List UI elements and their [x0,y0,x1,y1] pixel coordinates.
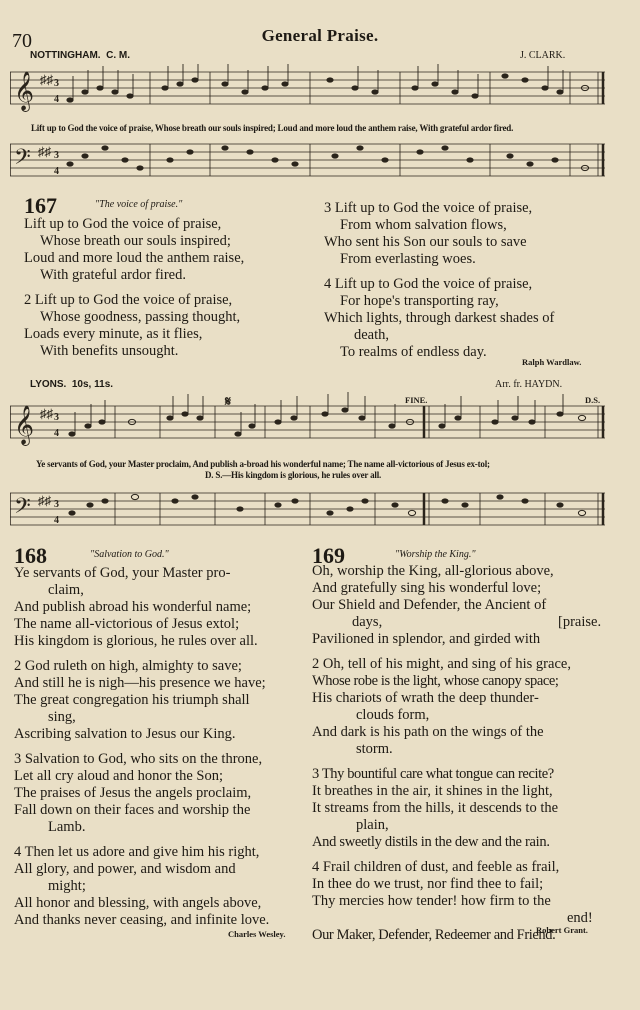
verse-line: Loads every minute, as it flies, [24,326,203,342]
verse-line: Whose breath our souls inspired; [40,233,231,249]
verse-line: might; [48,878,86,894]
svg-text:3: 3 [54,412,59,423]
svg-text:4: 4 [54,428,59,439]
verse-line: And thanks never ceasing, and infinite love. [14,912,270,928]
verse-line: His kingdom is glorious, he rules over all. [14,633,258,649]
verse-line: days, [352,614,383,630]
svg-text:♯♯: ♯♯ [40,406,53,421]
verse-line: With benefits unsought. [40,343,179,359]
author-167: Ralph Wardlaw. [522,357,582,367]
verse-line: 3 Thy bountiful care what tongue can recite? [312,766,554,782]
hymn-167-right-column [324,200,624,361]
hymn-167-left-column [24,216,324,360]
svg-text:𝄢: 𝄢 [14,494,31,523]
verse-line: Whose robe is the light, whose canopy space; [312,673,559,689]
hymn-title-169: "Worship the King." [395,549,476,560]
tune-name: LYONS. [30,379,67,390]
verse-line: In thee do we trust, nor find thee to fail; [312,876,544,892]
verse-line: 3 Lift up to God the voice of praise, [324,200,533,216]
verse-line: And dark is his path on the wings of the [312,724,544,740]
verse-line: Ascribing salvation to Jesus our King. [14,726,236,742]
verse-line: Loud and more loud the anthem raise, [24,250,245,266]
tune-composer-clark: J. CLARK. [520,50,566,61]
treble-staff-nottingham [10,64,605,124]
verse-line: 3 Salvation to God, who sits on the throne, [14,751,263,767]
svg-text:4: 4 [54,94,59,105]
verse-line: Our Maker, Defender, Redeemer and Friend. [312,927,556,943]
svg-text:𝄞: 𝄞 [14,407,35,444]
tune-name: NOTTINGHAM. [30,50,101,61]
verse-line: Pavilioned in splendor, and girded with [312,631,541,647]
svg-text:4: 4 [54,166,59,177]
verse-line: 2 Lift up to God the voice of praise, [24,292,233,308]
page-number: 70 [12,30,32,52]
verse-line: With grateful ardor fired. [40,267,186,283]
verse-line: 4 Lift up to God the voice of praise, [324,276,533,292]
verse-line: And still he is nigh—his presence we have; [14,675,266,691]
tune-composer-haydn: Arr. fr. HAYDN. [495,379,563,390]
verse-line: storm. [356,741,393,757]
verse-line: It breathes in the air, it shines in the light, [312,783,553,799]
hymn-number-169: 169 [312,543,345,568]
hymn-168-text [14,565,306,929]
author-169: Robert Grant. [536,925,588,935]
verse-line: And publish abroad his wonderful name; [14,599,252,615]
tune2-ds-line: D. S.—His kingdom is glorious, he rules over all. [205,470,382,480]
svg-text:♯♯: ♯♯ [38,144,51,159]
svg-text:3: 3 [54,499,59,510]
tune-name-nottingham [30,50,130,61]
tune-meter: C. M. [106,50,130,61]
ds-mark: D.S. [585,395,601,405]
verse-line: From everlasting woes. [340,251,476,267]
verse-line: plain, [356,817,389,833]
verse-line: And sweetly distils in the dew and the rain. [312,834,550,850]
verse-line: Let all cry aloud and honor the Son; [14,768,223,784]
tune-meter: 10s, 11s. [71,379,114,390]
verse-line: 4 Then let us adore and give him his right, [14,844,260,860]
hymn-number-167: 167 [24,193,57,218]
bass-clef-icon: 𝄢 [14,145,31,174]
svg-text:♯♯: ♯♯ [38,493,51,508]
svg-text:♯♯: ♯♯ [40,72,53,87]
author-168: Charles Wesley. [228,929,286,939]
verse-line: Who sent his Son our souls to save [324,234,527,250]
verse-line: It streams from the hills, it descends to the [312,800,559,816]
verse-line: Lamb. [48,819,86,835]
verse-line: [praise. [558,614,602,630]
verse-line: claim, [48,582,84,598]
hymn-title-168: "Salvation to God." [90,549,169,560]
verse-line: Whose goodness, passing thought, [40,309,241,325]
verse-line: And gratefully sing his wonderful love; [312,580,542,596]
segno-icon: 𝄋 [225,395,232,410]
verse-line: 2 God ruleth on high, almighty to save; [14,658,242,674]
fine-mark: FINE. [405,395,428,405]
verse-line: clouds form, [356,707,430,723]
verse-line: The name all-victorious of Jesus extol; [14,616,240,632]
verse-line: To realms of endless day. [340,344,487,360]
verse-line: For hope's transporting ray, [340,293,499,309]
tune1-underlay: Lift up to God the voice of praise, Whose breath our souls inspired; Loud and more loud the anthem raise, With grateful ardor fired. [31,123,514,133]
hymn-number-168: 168 [14,543,47,568]
verse-line: 4 Frail children of dust, and feeble as frail, [312,859,560,875]
verse-line: death, [354,327,390,343]
verse-line: All glory, and power, and wisdom and [14,861,236,877]
verse-line: Thy mercies how tender! how firm to the [312,893,551,909]
verse-line: The great congregation his triumph shall [14,692,250,708]
verse-line: His chariots of wrath the deep thunder- [312,690,539,706]
tune-name-lyons [30,379,113,390]
bass-staff-lyons [10,483,605,539]
verse-line: The praises of Jesus the angels proclaim, [14,785,252,801]
hymn-169-text [312,563,612,944]
verse-line: All honor and blessing, with angels above, [14,895,262,911]
treble-clef-icon: 𝄞 [14,73,35,110]
verse-line: Oh, worship the King, all-glorious above, [312,563,554,579]
bass-staff-nottingham [10,134,605,190]
svg-text:3: 3 [54,78,59,89]
verse-line: Ye servants of God, your Master pro- [14,565,231,581]
hymn-title-167: "The voice of praise." [95,199,183,210]
verse-line: Which lights, through darkest shades of [324,310,555,326]
svg-text:3: 3 [54,150,59,161]
verse-line: end! [567,910,593,926]
svg-text:4: 4 [54,515,59,526]
tune2-underlay: Ye servants of God, your Master proclaim, And publish a-broad his wonderful name; The name all-victorious of Jesus ex-tol; [36,459,490,469]
verse-line: 2 Oh, tell of his might, and sing of his grace, [312,656,571,672]
verse-line: Lift up to God the voice of praise, [24,216,222,232]
verse-line: Fall down on their faces and worship the [14,802,251,818]
verse-line: sing, [48,709,76,725]
treble-staff-lyons [10,392,605,458]
running-title: General Praise. [261,26,379,45]
verse-line: From whom salvation flows, [340,217,507,233]
verse-line: Our Shield and Defender, the Ancient of [312,597,547,613]
